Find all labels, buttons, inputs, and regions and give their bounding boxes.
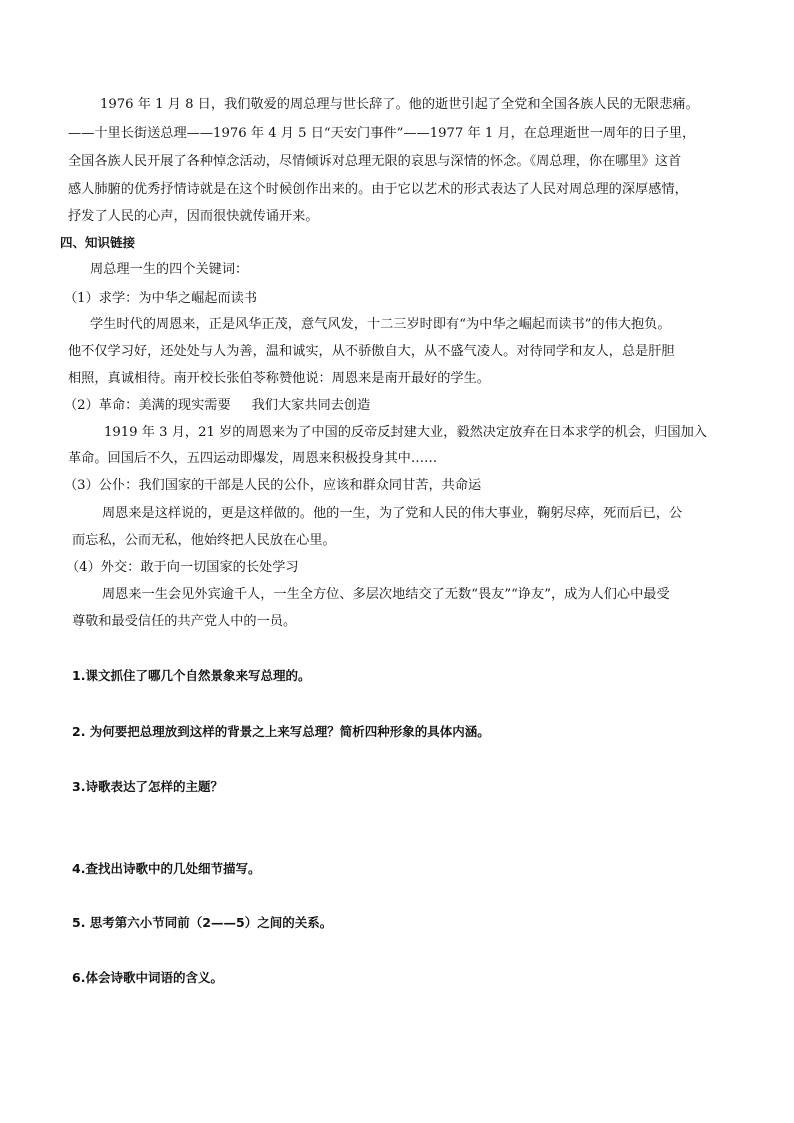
question-item: 4.查找出诗歌中的几处细节描写。 xyxy=(72,861,261,876)
keyword-text-line: 周恩来是这样说的，更是这样做的。他的一生，为了党和人民的伟大事业，鞠躬尽瘁，死而后已，公 xyxy=(102,506,683,521)
keyword-text-line: 而忘私，公而无私，他始终把人民放在心里。 xyxy=(72,533,336,548)
keyword-text-line: 周恩来一生会见外宾逾千人，一生全方位、多层次地结交了无数“畏友”“诤友”，成为人们心中最受 xyxy=(102,587,670,602)
question-item: 3.诗歌表达了怎样的主题？ xyxy=(72,779,223,794)
keyword-label: （3）公仆：我们国家的干部是人民的公仆，应该和群众同甘苦，共命运 xyxy=(64,478,482,493)
section-subtitle: 周总理一生的四个关键词： xyxy=(90,262,249,277)
section-heading: 四、知识链接 xyxy=(60,235,136,250)
question-item: 6.体会诗歌中词语的含义。 xyxy=(72,970,223,985)
intro-line: 全国各族人民开展了各种悼念活动，尽情倾诉对总理无限的哀思与深情的怀念。《周总理，你在哪里》这首 xyxy=(68,154,682,169)
intro-line: 1976 年 1 月 8 日，我们敬爱的周总理与世长辞了。他的逝世引起了全党和全国各族人民的无限悲痛。 xyxy=(100,97,699,112)
keyword-text-line: 革命。回国后不久，五四运动即爆发，周恩来积极投身其中…… xyxy=(68,451,438,466)
keyword-text-line: 他不仅学习好，还处处与人为善，温和诚实，从不骄傲自大，从不盛气凌人。对待同学和友人，总是肝胆 xyxy=(68,344,675,359)
keyword-text-line: 1919 年 3 月，21 岁的周恩来为了中国的反帝反封建大业，毅然决定放弃在日本求学的机会，归国加入 xyxy=(104,425,707,440)
intro-line: 抒发了人民的心声，因而很快就传诵开来。 xyxy=(68,209,319,224)
keyword-label: （4）外交：敢于向一切国家的长处学习 xyxy=(66,560,299,575)
question-item: 2. 为何要把总理放到这样的背景之上来写总理？简析四种形象的具体内涵。 xyxy=(72,724,490,739)
keyword-text-line: 学生时代的周恩来，正是风华正茂，意气风发，十二三岁时即有“为中华之崛起而读书”的伟大抱负。 xyxy=(90,317,671,332)
keyword-label: （2）革命：美满的现实需要 我们大家共同去创造 xyxy=(64,398,371,413)
keyword-text-line: 尊敬和最受信任的共产党人中的一员。 xyxy=(72,614,297,629)
keyword-label: （1）求学：为中华之崛起而读书 xyxy=(64,291,258,306)
intro-line: 感人肺腑的优秀抒情诗就是在这个时候创作出来的。由于它以艺术的形式表达了人民对周总理的深厚感情， xyxy=(68,182,688,197)
question-item: 5. 思考第六小节同前（2——5）之间的关系。 xyxy=(72,915,333,930)
intro-line: ——十里长街送总理——1976 年 4 月 5 日“天安门事件”——1977 年 1 月，在总理逝世一周年的日子里， xyxy=(68,126,696,141)
keyword-text-line: 相照，真诚相待。南开校长张伯苓称赞他说：周恩来是南开最好的学生。 xyxy=(68,371,490,386)
question-item: 1.课文抓住了哪几个自然景象来写总理的。 xyxy=(72,668,311,683)
